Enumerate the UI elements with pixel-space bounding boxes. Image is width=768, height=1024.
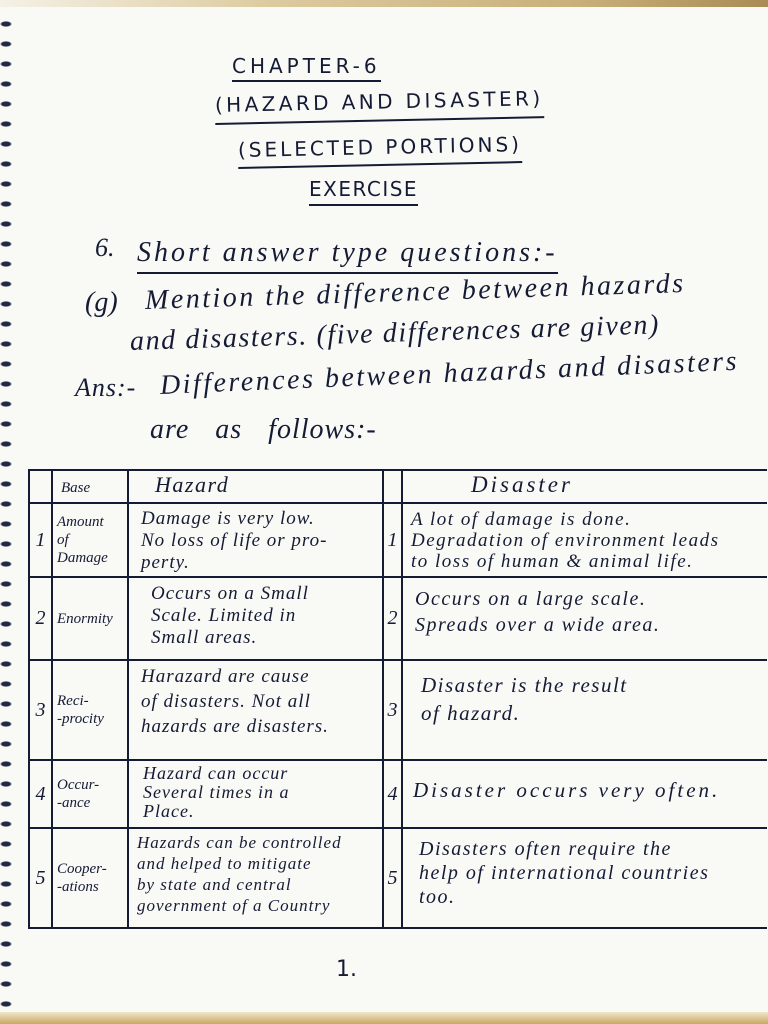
differences-table (28, 469, 767, 929)
answer-label: Ans:- (75, 373, 137, 402)
row-number: 5 (30, 829, 53, 929)
exercise-heading: EXERCISE (309, 177, 418, 206)
hazard-cell: Harazard are cause of disasters. Not all hazards are disasters. (129, 661, 384, 761)
base-cell: Occur- -ance (53, 761, 129, 829)
chapter-subtitle: (SELECTED PORTIONS) (238, 132, 523, 169)
row-number: 2 (30, 578, 53, 661)
header-base: Base (53, 471, 129, 504)
row-number: 3 (30, 661, 53, 761)
question-text-line-1: Mention the difference between hazards (144, 268, 687, 316)
disaster-row-number: 2 (384, 578, 403, 661)
hazard-cell: Hazard can occur Several times in a Place. (129, 761, 384, 829)
spiral-binding (0, 14, 16, 1008)
disaster-cell: A lot of damage is done. Degradation of environment leads to loss of human & animal life. (403, 504, 767, 578)
disaster-row-number: 1 (384, 504, 403, 578)
base-cell: Enormity (53, 578, 129, 661)
disaster-row-number: 5 (384, 829, 403, 929)
row-number: 1 (30, 504, 53, 578)
disaster-row-number: 4 (384, 761, 403, 829)
header-disaster: Disaster (403, 471, 767, 504)
page-number: 1. (336, 957, 357, 982)
header-hazard: Hazard (129, 471, 384, 504)
chapter-title: (HAZARD AND DISASTER) (215, 86, 544, 125)
hazard-cell: Damage is very low. No loss of life or pro- perty. (129, 504, 384, 578)
disaster-cell: Disaster occurs very often. (403, 761, 767, 829)
disaster-cell: Disasters often require the help of international countries too. (403, 829, 767, 929)
base-cell: Cooper- -ations (53, 829, 129, 929)
base-cell: Amount of Damage (53, 504, 129, 578)
hazard-cell: Occurs on a Small Scale. Limited in Small areas. (129, 578, 384, 661)
page-bottom-edge (0, 1012, 768, 1024)
disaster-row-number: 3 (384, 661, 403, 761)
question-section-heading: Short answer type questions:- (137, 237, 558, 274)
answer-text-line-1: Differences between hazards and disasters (159, 345, 740, 401)
question-section-number: 6. (95, 233, 115, 262)
disaster-cell: Disaster is the result of hazard. (403, 661, 767, 761)
row-number: 4 (30, 761, 53, 829)
answer-text-line-2: are as follows:- (150, 414, 377, 445)
hazard-cell: Hazards can be controlled and helped to mitigate by state and central government of a Country (129, 829, 384, 929)
header-number-cell-2 (384, 471, 403, 504)
chapter-heading: CHAPTER-6 (232, 54, 381, 82)
question-text-line-2: and disasters. (five differences are given) (129, 309, 661, 357)
page-top-edge (0, 0, 768, 7)
disaster-cell: Occurs on a large scale. Spreads over a wide area. (403, 578, 767, 661)
base-cell: Reci- -procity (53, 661, 129, 761)
header-number-cell (30, 471, 53, 504)
question-label: (g) (85, 287, 118, 318)
